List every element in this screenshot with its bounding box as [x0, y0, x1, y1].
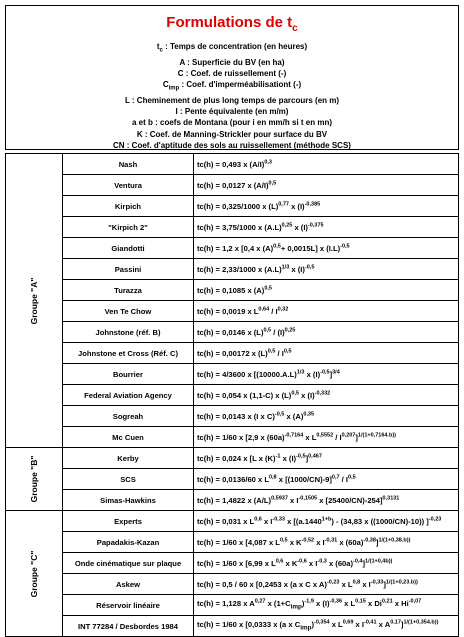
formula-text: tc(h) = 1/60 x [0,0333 x (a x C	[197, 620, 301, 630]
exponent: 0,15	[355, 598, 366, 605]
exponent: 0,3	[264, 158, 272, 165]
legend-text: : Temps de concentration (en heures)	[162, 42, 308, 51]
exponent: -0,36	[329, 598, 343, 605]
formula-text: ]	[329, 369, 333, 379]
group-cell	[6, 154, 63, 448]
exponent: 0,5552	[316, 431, 334, 438]
legend-list	[6, 41, 458, 151]
formula-text: tc(h) = 0,5 / 60 x [0,2453 x (a x C x A)	[197, 579, 327, 589]
table-row	[6, 574, 459, 595]
exponent: 0,8	[352, 578, 361, 585]
table-row	[6, 469, 459, 490]
exponent: 0,25	[284, 326, 296, 333]
exponent: 0,7	[331, 473, 340, 480]
legend-line	[6, 95, 458, 106]
formula-text: tc(h) = 0,0143 x (I x C)	[197, 411, 275, 421]
exponent: 0,69	[342, 619, 354, 626]
formula-text: x Hi	[392, 599, 409, 609]
group-cell	[6, 448, 63, 511]
method-name: Federal Aviation Agency	[63, 385, 194, 406]
formula-text: x (I)	[298, 390, 315, 400]
group-cell	[6, 511, 63, 637]
formula-text: )	[311, 620, 314, 630]
exponent: -0,52	[301, 536, 315, 543]
exponent: 0,35	[303, 410, 315, 417]
exponent: -0,38	[363, 536, 376, 543]
formula-cell	[194, 217, 459, 238]
method-name: INT 77284 / Desbordes 1984	[63, 616, 194, 637]
table-row	[6, 280, 459, 301]
method-name: Passini	[63, 259, 194, 280]
table-row	[6, 217, 459, 238]
table-row	[6, 343, 459, 364]
formula-cell	[194, 322, 459, 343]
formula-text: x (60a)	[337, 537, 364, 547]
formula-text: ]	[375, 537, 379, 547]
table-row	[6, 532, 459, 553]
page-title	[6, 14, 458, 37]
method-name: Kirpich	[63, 196, 194, 217]
formula-cell	[194, 511, 459, 532]
formula-text: x (I)	[280, 453, 297, 463]
formula-text: + 0,0015L] x (I.L)	[280, 243, 341, 253]
formula-cell	[194, 154, 459, 175]
legend-text: A : Superficie du BV (en ha)	[179, 57, 285, 67]
exponent: 0,5	[283, 347, 292, 354]
formula-text: tc(h) = 0,0146 x (L)	[197, 327, 264, 337]
formula-cell	[194, 385, 459, 406]
exponent: -1,9	[304, 598, 314, 605]
exponent: 0,8	[268, 473, 277, 480]
table-row	[6, 322, 459, 343]
method-name: Papadakis-Kazan	[63, 532, 194, 553]
formula-cell	[194, 280, 459, 301]
formula-text: / I	[269, 306, 278, 316]
formula-text: x (I)	[292, 222, 308, 232]
formula-cell	[194, 553, 459, 574]
formula-text: tc(h) = 4/3600 x [(10000.A.L)	[197, 369, 297, 379]
exponent: -0,23	[326, 578, 340, 585]
formula-text: tc(h) = 1/60 x [2,9 x (60a)	[197, 432, 285, 442]
formula-cell	[194, 364, 459, 385]
table-row	[6, 511, 459, 532]
exponent: -1	[275, 452, 281, 459]
formula-cell	[194, 469, 459, 490]
exponent: 0,21	[381, 598, 393, 605]
exponent: 0,6	[275, 557, 284, 564]
exponent: -0,31	[324, 536, 338, 543]
formula-cell	[194, 532, 459, 553]
formula-text: x K	[287, 537, 302, 547]
formula-cell	[194, 196, 459, 217]
formula-cell	[194, 238, 459, 259]
exponent: 0,5	[273, 242, 281, 249]
method-name: Experts	[63, 511, 194, 532]
table-row	[6, 259, 459, 280]
exponent: 3/4	[332, 368, 340, 375]
exponent: -0,5	[320, 368, 330, 375]
method-name: Giandotti	[63, 238, 194, 259]
exponent: -0,1505	[298, 494, 318, 501]
formula-text: tc(h) = 0,00172 x (L)	[197, 348, 268, 358]
exponent: 1/(1+0,38.b))	[378, 536, 411, 543]
legend-text: : Coef. d'imperméabilisationt (-)	[179, 80, 302, 90]
legend-text: I : Pente équivalente (en m/m)	[175, 107, 289, 117]
exponent: -0,375	[307, 221, 324, 228]
exponent: 0,5	[263, 326, 272, 333]
formula-cell	[194, 175, 459, 196]
group-label: Groupe "A"	[29, 277, 39, 324]
method-name: Ven Te Chow	[63, 301, 194, 322]
formula-text: ]	[305, 453, 309, 463]
exponent: 0,207	[341, 431, 356, 438]
formula-text: x A	[376, 620, 391, 630]
formula-text: / I	[275, 348, 284, 358]
legend-subscript: c	[159, 47, 163, 54]
exponent: -0,33	[370, 578, 384, 585]
exponent: -0,5	[340, 242, 350, 249]
formula-text: tc(h) = 0,0136/60 x L	[197, 474, 269, 484]
method-name: SCS	[63, 469, 194, 490]
legend-text: L : Cheminement de plus long temps de parcours (en m)	[124, 96, 340, 105]
formula-text: ]	[362, 558, 366, 568]
subscript: imp	[300, 624, 312, 632]
table-row	[6, 427, 459, 448]
formula-text: x [(a.1440	[284, 516, 322, 526]
formula-text: x L	[329, 620, 343, 630]
formula-text: tc(h) = 0,0127 x (A/I)	[197, 180, 269, 190]
formula-cell	[194, 574, 459, 595]
formula-text: tc(h) = 0,031 x L	[197, 516, 255, 526]
legend-text: t	[156, 42, 160, 51]
formula-cell	[194, 301, 459, 322]
exponent: -0,7164	[284, 431, 304, 438]
formula-text: x [(1000/CN)-9]	[276, 474, 332, 484]
method-name: Turazza	[63, 280, 194, 301]
formula-text: tc(h) = 0,054 x (1,1-C) x (L)	[197, 390, 292, 400]
exponent: -0,5	[274, 410, 285, 417]
formula-text: tc(h) = 3,75/1000 x (A.L)	[197, 222, 282, 232]
method-name: Johnstone (réf. B)	[63, 322, 194, 343]
formula-text: tc(h) = 0,0019 x L	[197, 306, 259, 316]
legend-line	[6, 68, 458, 79]
exponent: 1+b	[321, 515, 332, 522]
table-row	[6, 301, 459, 322]
table-row	[6, 490, 459, 511]
table-row	[6, 616, 459, 637]
exponent: 0,5	[267, 347, 276, 354]
method-name: Johnstone et Cross (Réf. C)	[63, 343, 194, 364]
formula-text: x Di	[365, 599, 382, 609]
formula-text: x (I)	[288, 201, 305, 211]
method-name: "Kirpich 2"	[63, 217, 194, 238]
exponent: -0,4	[353, 557, 363, 564]
exponent: 0,5	[264, 284, 272, 291]
table-row	[6, 595, 459, 616]
exponent: 1/3	[281, 263, 290, 270]
method-name: Askew	[63, 574, 194, 595]
formula-cell	[194, 259, 459, 280]
exponent: 0,32	[277, 305, 289, 312]
formula-text: x (I)	[289, 264, 305, 274]
exponent: -0,3	[317, 557, 327, 564]
formula-text: tc(h) = 0,024 x [L x (K)	[197, 453, 276, 463]
formula-text: x (I)	[313, 599, 330, 609]
formula-text: x I	[306, 558, 318, 568]
table-row	[6, 175, 459, 196]
legend-line	[6, 79, 458, 95]
formula-text: / (I)	[271, 327, 285, 337]
exponent: -0,332	[314, 389, 331, 396]
formula-text: x (I)	[304, 369, 321, 379]
formula-text: ]	[383, 579, 386, 589]
exponent: 1/3	[296, 368, 305, 375]
formula-text: x I	[360, 579, 371, 589]
group-label: Groupe "B"	[29, 455, 39, 503]
formula-text: / I	[333, 432, 342, 442]
formula-text: x (60a)	[326, 558, 354, 568]
formula-cell	[194, 616, 459, 637]
method-name: Nash	[63, 154, 194, 175]
formula-text: x L	[303, 432, 317, 442]
method-name: Simas-Hawkins	[63, 490, 194, 511]
title-subscript: c	[292, 23, 298, 34]
exponent: 1/(1+0,23.b))	[385, 578, 418, 585]
exponent: 0,3131	[382, 494, 400, 501]
formula-text: )	[301, 599, 305, 609]
legend-line	[6, 57, 458, 68]
exponent: 0,77	[278, 200, 289, 207]
legend-line	[6, 106, 458, 117]
formula-text: x L	[342, 599, 356, 609]
exponent: -0,385	[304, 200, 321, 207]
legend-text: a et b : coefs de Montana (pour i en mm/h si t en mn)	[131, 118, 333, 128]
exponent: 0,17	[390, 619, 401, 626]
table-row	[6, 196, 459, 217]
legend-text: C	[162, 80, 169, 90]
method-name: Ventura	[63, 175, 194, 196]
formula-text: tc(h) = 1/60 x [4,087 x L	[197, 537, 280, 547]
exponent: 0,5	[291, 389, 299, 396]
legend-box	[5, 5, 459, 150]
formula-cell	[194, 406, 459, 427]
formula-text: x [25400/CN)-254]	[317, 495, 383, 505]
exponent: -0,33	[272, 515, 285, 522]
exponent: -0,5	[304, 263, 315, 270]
formula-text: x (1+C	[265, 599, 291, 609]
exponent: 0,5	[268, 179, 277, 186]
legend-text: CN : Coef. d'aptitude des sols au ruissellement (méthode SCS)	[113, 140, 351, 150]
subscript: imp	[290, 603, 302, 611]
formula-text: tc(h) = 0,493 x (A/I)	[197, 159, 265, 169]
exponent: -0,354	[314, 619, 330, 626]
legend-line	[6, 41, 458, 57]
legend-text: K : Coef. de Manning-Strickler pour surface du BV	[136, 129, 328, 139]
exponent: 1/(1+0,4b))	[365, 557, 393, 564]
method-name: Bourrier	[63, 364, 194, 385]
formula-text: ]	[400, 620, 404, 630]
exponent: 0,5937	[271, 494, 288, 501]
legend-line	[6, 117, 458, 128]
formula-text: tc(h) = 1,4822 x (A/L)	[197, 495, 272, 505]
formula-table	[5, 153, 459, 637]
exponent: 0,6	[254, 515, 262, 522]
method-name: Réservoir linéaire	[63, 595, 194, 616]
table-row	[6, 154, 459, 175]
exponent: -0,6	[297, 557, 307, 564]
legend-line	[6, 129, 458, 140]
formula-cell	[194, 490, 459, 511]
formula-text: tc(h) = 0,325/1000 x (L)	[197, 201, 279, 211]
legend-line	[6, 140, 458, 151]
formula-text: tc(h) = 0,1085 x (A)	[197, 285, 265, 295]
title-main: Formulations de t	[166, 14, 293, 31]
formula-text: tc(h) = 1/60 x [6,99 x L	[197, 558, 276, 568]
formula-text: ) - (34,83 x ((1000/CN)-10)) ]	[331, 516, 429, 526]
exponent: 1/(1+0,7164.b))	[357, 431, 396, 438]
exponent: -0,41	[363, 619, 377, 626]
method-name: Sogreah	[63, 406, 194, 427]
legend-subscript: imp	[168, 85, 180, 92]
formula-text: ]	[355, 432, 358, 442]
exponent: 1/(1+0,354.b))	[403, 619, 439, 626]
exponent: 0,25	[281, 221, 293, 228]
formula-text: x I	[353, 620, 364, 630]
exponent: 0,64	[258, 305, 270, 312]
formula-text: x I	[287, 495, 299, 505]
legend-text: C : Coef. de ruissellement (-)	[177, 69, 287, 78]
exponent: 0,5	[279, 536, 288, 543]
exponent: -0,5	[296, 452, 306, 459]
table-row	[6, 448, 459, 469]
formula-text: / I	[339, 474, 349, 484]
method-name: Kerby	[63, 448, 194, 469]
formula-cell	[194, 595, 459, 616]
formula-text: x I	[314, 537, 325, 547]
table-row	[6, 385, 459, 406]
exponent: -0,07	[408, 598, 422, 605]
exponent: -0,23	[428, 515, 442, 522]
formula-text: x L	[339, 579, 353, 589]
formula-cell	[194, 427, 459, 448]
formula-text: x K	[283, 558, 298, 568]
formula-text: x I	[261, 516, 273, 526]
exponent: 0,27	[254, 598, 266, 605]
formula-cell	[194, 343, 459, 364]
formula-cell	[194, 448, 459, 469]
exponent: 0,5	[348, 473, 356, 480]
formula-text: tc(h) = 2,33/1000 x (A.L)	[197, 264, 282, 274]
exponent: 0,467	[308, 452, 322, 459]
table-row	[6, 364, 459, 385]
table-row	[6, 553, 459, 574]
formula-text: x (A)	[284, 411, 304, 421]
formula-text: tc(h) = 1,2 x [0,4 x (A)	[197, 243, 274, 253]
method-name: Onde cinématique sur plaque	[63, 553, 194, 574]
table-row	[6, 406, 459, 427]
formula-text: tc(h) = 1,128 x A	[197, 599, 255, 609]
table-row	[6, 238, 459, 259]
group-label: Groupe "C"	[29, 550, 39, 597]
method-name: Mc Cuen	[63, 427, 194, 448]
